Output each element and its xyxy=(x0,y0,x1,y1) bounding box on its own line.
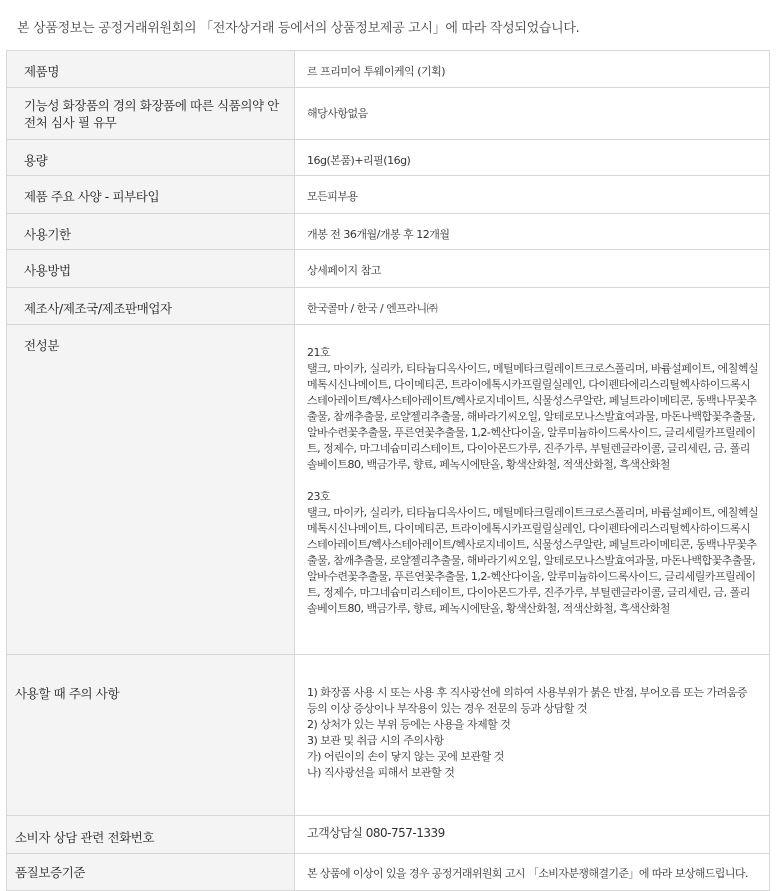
row-value-functional-cosmetic: 해당사항없음 xyxy=(295,88,770,140)
row-label-expiry: 사용기한 xyxy=(7,214,295,250)
row-label-caution: 사용할 때 주의 사항 xyxy=(7,655,295,816)
table-row xyxy=(7,176,770,214)
notice-text: 본 상품정보는 공정거래위원회의 「전자상거래 등에서의 상품정보제공 고시」에 따라 작성되었습니다. xyxy=(17,21,580,36)
table-row xyxy=(7,655,770,816)
row-value-volume: 16g(본품)+리필(16g) xyxy=(295,140,770,176)
row-value-expiry: 개봉 전 36개월/개봉 후 12개월 xyxy=(295,214,770,250)
row-label-ingredients: 전성분 xyxy=(7,325,295,655)
row-value-caution: 1) 화장품 사용 시 또는 사용 후 직사광선에 의하여 사용부위가 붉은 반점, 부어오름 또는 가려움증 등의 이상 증상이나 부작용이 있는 경우 전문의 등과 상담할 것 2) 상처가 있는 부위 등에는 사용을 자제할 것 3) 보관 및 취급 시의 주의사항 가) 어린이의 손이 닿지 않는 곳에 보관할 것 나) 직사광선을 피해서 보관할 것 xyxy=(295,655,770,816)
table-row xyxy=(7,854,770,891)
row-value-quality-guarantee: 본 상품에 이상이 있을 경우 공정거래위원회 고시 「소비자분쟁해결기준」에 따라 보상해드립니다. xyxy=(295,854,770,891)
row-label-quality-guarantee: 품질보증기준 xyxy=(7,854,295,891)
row-value-product-name: 르 프리미어 투웨이케익 (기획) xyxy=(295,51,770,88)
row-label-usage: 사용방법 xyxy=(7,250,295,288)
table-row xyxy=(7,140,770,176)
row-value-skin-type: 모든피부용 xyxy=(295,176,770,214)
row-label-manufacturer: 제조사/제조국/제조판매업자 xyxy=(7,288,295,325)
row-value-ingredients: 21호 탤크, 마이카, 실리카, 티타늄디옥사이드, 메틸메타크릴레이트크로스폴리머, 바륨설페이트, 에칠헥실메톡시신나메이트, 다이메티콘, 트라이에톡시카프릴릴실레인, 다이펜타에리스리틸헥사하이드록시스테아레이트/헥사스테아레이트/헥사로지네이트, 식물성스쿠알란, 페닐트라이메티콘, 동백나무꽃추출물, 참깨추출물, 로얄젤리추출물, 해바라기씨오일, 알테로모나스발효여과물, 마돈나백합꽃추출물, 알바수련꽃추출물, 푸른연꽃추출물, 1,2-헥산다이올, 알루미늄하이드록사이드, 글리세릴카프릴레이트, 정제수, 마그네슘미리스테이트, 다이아몬드가루, 진주가루, 부틸렌글라이콜, 글리세린, 금, 폴리솔베이트80, 백금가루, 향료, 페녹시에탄올, 황색산화철, 적색산화철, 흑색산화철 23호 탤크, 마이카, 실리카, 티타늄디옥사이드, 메틸메타크릴레이트크로스폴리머, 바륨설페이트, 에칠헥실메톡시신나메이트, 다이메티콘, 트라이에톡시카프릴릴실레인, 다이펜타에리스리틸헥사하이드록시스테아레이트/헥사스테아레이트/헥사로지네이트, 식물성스쿠알란, 페닐트라이메티콘, 동백나무꽃추출물, 참깨추출물, 로얄젤리추출물, 해바라기씨오일, 알테로모나스발효여과물, 마돈나백합꽃추출물, 알바수련꽃추출물, 푸른연꽃추출물, 1,2-헥산다이올, 알루미늄하이드록사이드, 글리세릴카프릴레이트, 정제수, 마그네슘미리스테이트, 다이아몬드가루, 진주가루, 부틸렌글라이콜, 글리세린, 금, 폴리솔베이트80, 백금가루, 향료, 페녹시에탄올, 황색산화철, 적색산화철, 흑색산화철 xyxy=(295,325,770,655)
table-row xyxy=(7,250,770,288)
row-value-usage: 상세페이지 참고 xyxy=(295,250,770,288)
row-label-skin-type: 제품 주요 사양 - 피부타입 xyxy=(7,176,295,214)
table-row xyxy=(7,816,770,854)
table-row xyxy=(7,51,770,88)
table-row xyxy=(7,288,770,325)
row-value-consumer-phone: 고객상담실 080-757-1339 xyxy=(295,816,770,854)
row-label-functional-cosmetic: 기능성 화장품의 경의 화장품에 따른 식품의약 안전처 심사 필 유무 xyxy=(7,88,295,140)
row-label-product-name: 제품명 xyxy=(7,51,295,88)
table-row xyxy=(7,214,770,250)
row-label-consumer-phone: 소비자 상담 관련 전화번호 xyxy=(7,816,295,854)
table-row xyxy=(7,325,770,655)
product-info-table xyxy=(6,50,770,891)
table-row xyxy=(7,88,770,140)
row-label-volume: 용량 xyxy=(7,140,295,176)
row-value-manufacturer: 한국콜마 / 한국 / 엔프라니㈜ xyxy=(295,288,770,325)
